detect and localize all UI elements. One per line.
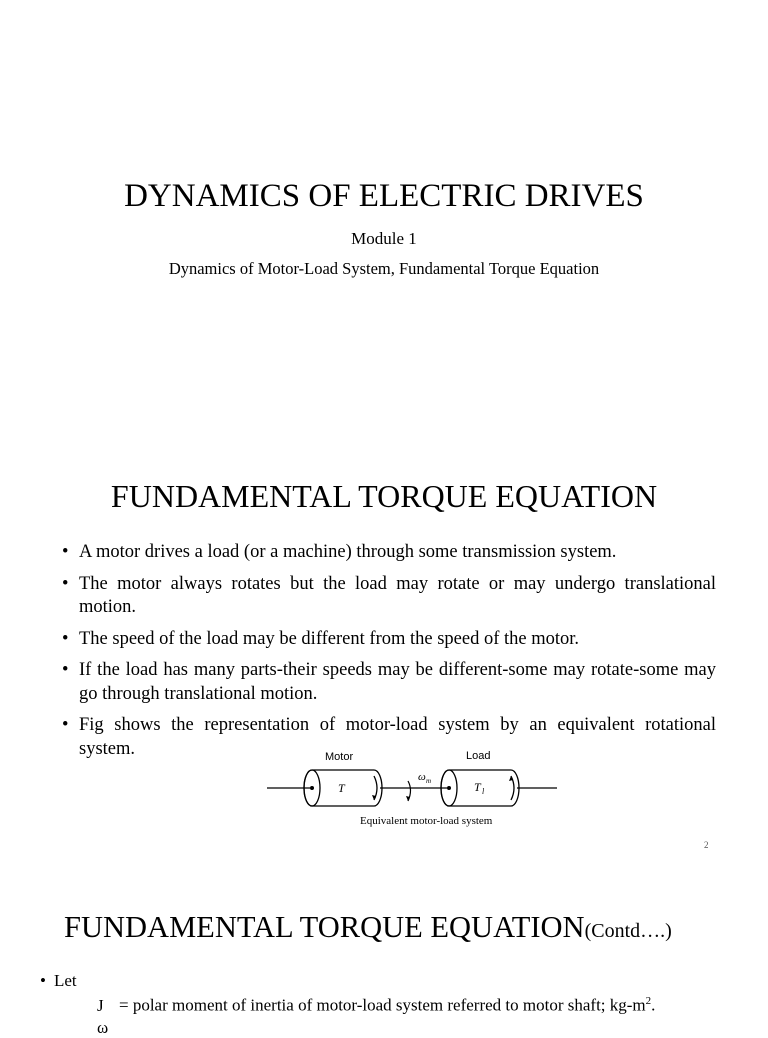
slide1-title: DYNAMICS OF ELECTRIC DRIVES xyxy=(124,178,644,214)
bullet-dot: • xyxy=(62,573,69,594)
slide2-bullet-list xyxy=(62,541,716,769)
slide1-subtitle: Dynamics of Motor-Load System, Fundamental Torque Equation xyxy=(168,259,600,278)
j-end: . xyxy=(651,995,656,1015)
slide2-title: FUNDAMENTAL TORQUE EQUATION xyxy=(110,478,658,514)
partial-next-line: ω xyxy=(97,1018,109,1037)
slide3-title-main: FUNDAMENTAL TORQUE EQUATION xyxy=(64,910,585,944)
j-symbol: J xyxy=(97,995,104,1015)
bullet-dot: • xyxy=(40,971,46,990)
motor-label: Motor xyxy=(325,751,354,763)
bullet-text: If the load has many parts-their speeds may be different-some may rotate-some may go through translational motion. xyxy=(79,660,716,704)
bullet-item xyxy=(62,573,716,620)
figure-caption: Equivalent motor-load system xyxy=(360,815,493,827)
let-label: Let xyxy=(53,971,77,990)
bullet-text: The motor always rotates but the load may rotate or may undergo translational motion. xyxy=(79,573,716,617)
slide3-title xyxy=(64,910,672,945)
bullet-dot: • xyxy=(62,628,69,649)
bullet-text: A motor drives a load (or a machine) through some transmission system. xyxy=(79,542,617,562)
load-torque-symbol: T xyxy=(474,780,481,794)
slide3-title-suffix: (Contd….) xyxy=(584,920,672,942)
bullet-dot: • xyxy=(62,542,69,562)
bullet-text: The speed of the load may be different from the speed of the motor. xyxy=(79,628,580,649)
bullet-item xyxy=(62,628,716,652)
j-definition-line xyxy=(97,995,655,1016)
bullet-text: Fig shows the representation of motor-load system by an equivalent rotational system. xyxy=(79,715,716,759)
j-unit-superscript: 2 xyxy=(645,995,652,1007)
let-line xyxy=(40,971,77,991)
page-number: 2 xyxy=(704,840,709,850)
motor-torque-symbol: T xyxy=(338,781,345,795)
bullet-item xyxy=(62,541,716,565)
speed-subscript: m xyxy=(426,777,432,785)
speed-symbol: ω xyxy=(418,771,426,783)
motor-load-diagram xyxy=(262,745,562,835)
bullet-dot: • xyxy=(62,660,69,680)
bullet-item xyxy=(62,659,716,706)
bullet-dot: • xyxy=(62,715,69,735)
j-definition: = polar moment of inertia of motor-load system referred to motor shaft; kg-m xyxy=(119,995,646,1015)
slide1-module: Module 1 xyxy=(351,229,417,248)
load-label: Load xyxy=(466,750,491,762)
load-torque-subscript: l xyxy=(482,787,485,796)
